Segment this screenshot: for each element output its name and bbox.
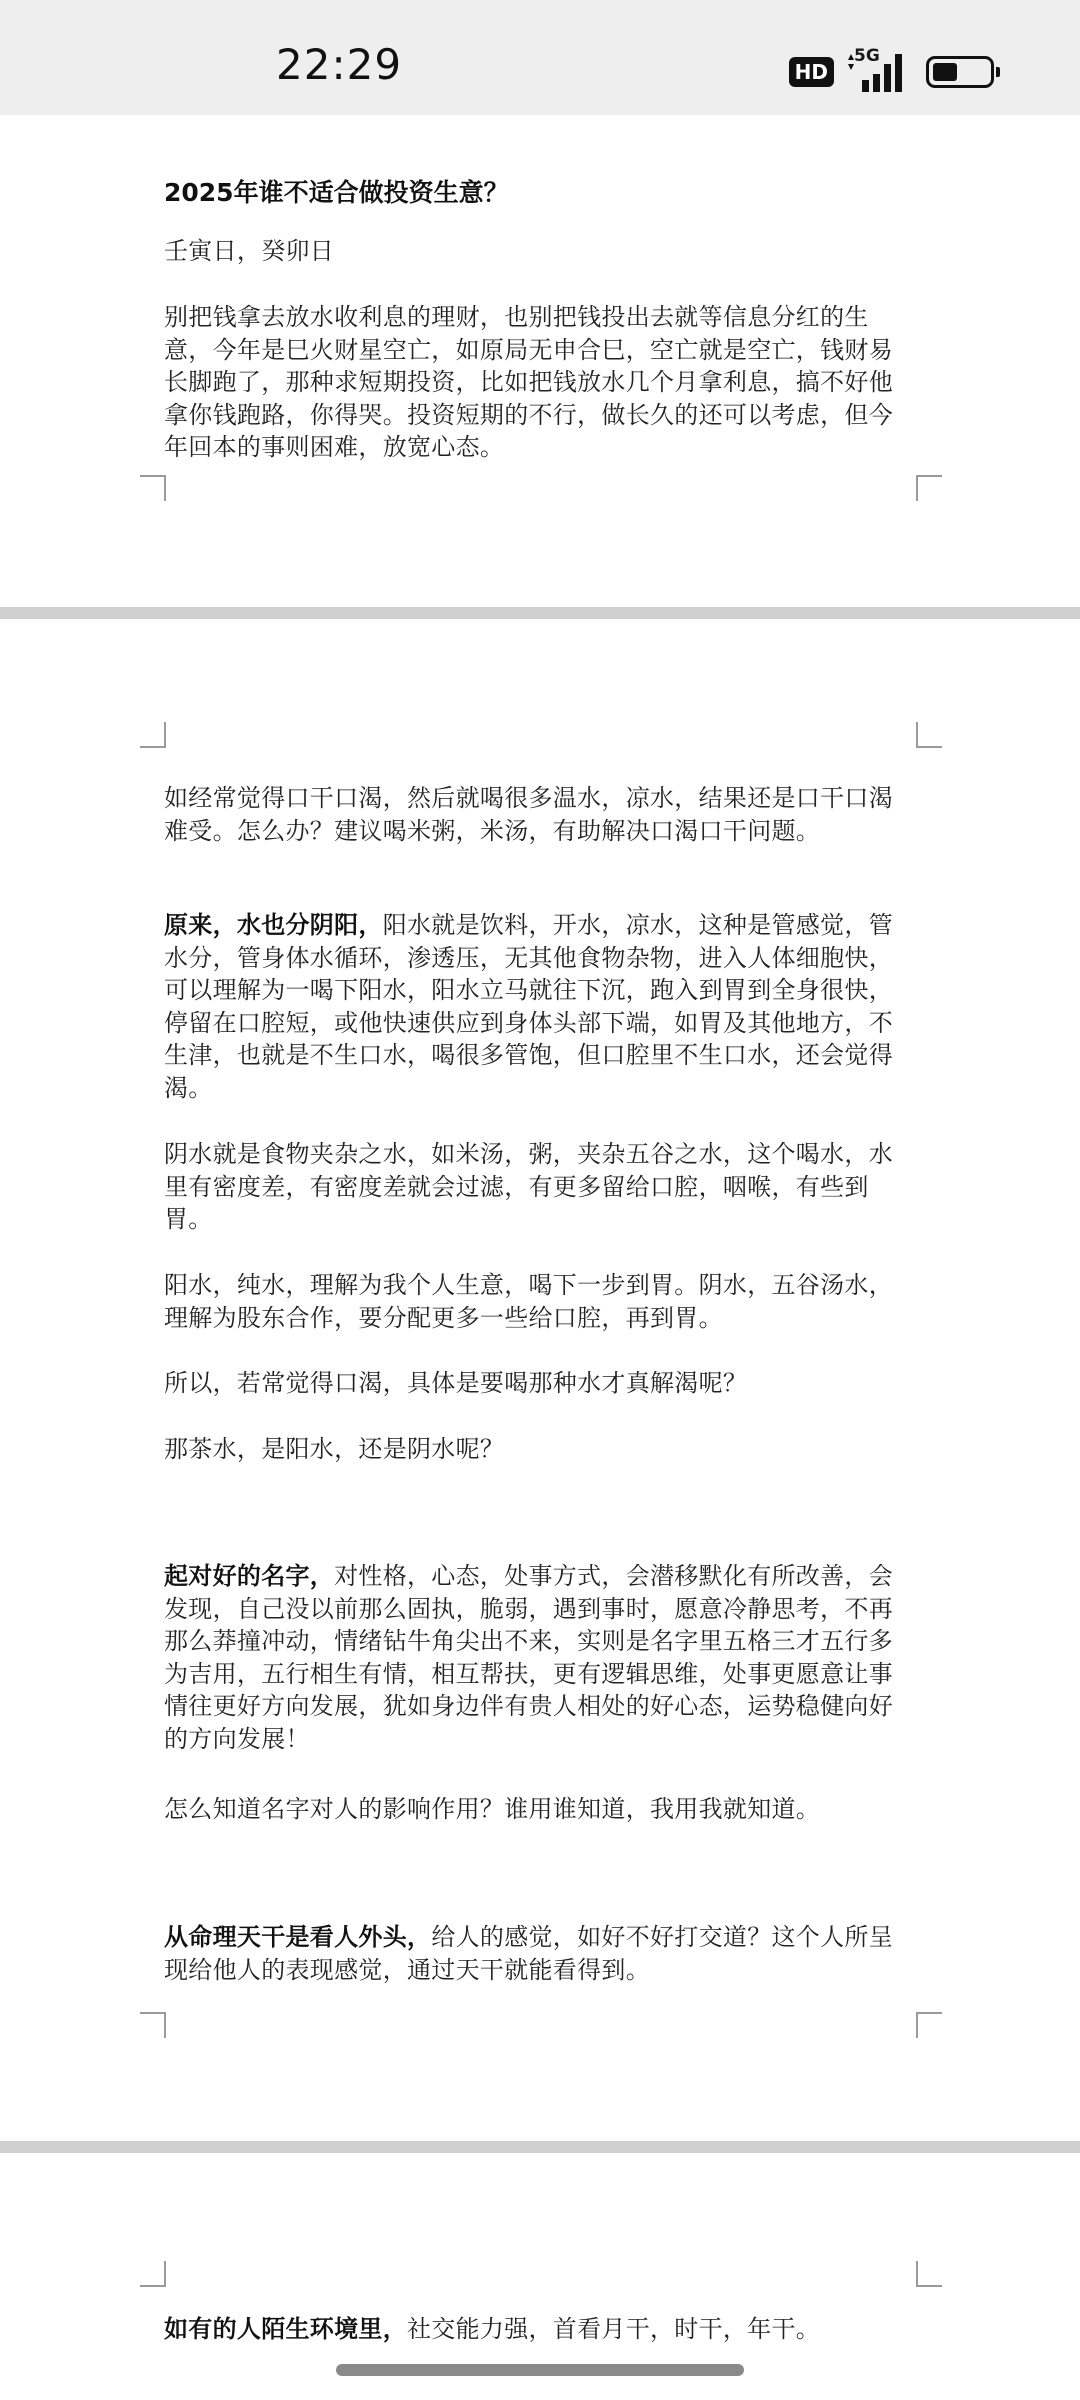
paragraph-body: 社交能力强，首看月干，时干，年干。	[407, 2315, 821, 2343]
paragraph-body: 阳水就是饮料，开水，凉水，这种是管感觉，管水分，管身体水循环，渗透压，无其他食物杂物，进入人体细胞快，可以理解为一喝下阳水，阳水立马就往下沉，跑入到胃到全身很快，停留在口腔短，或他快速供应到身体头部下端，如胃及其他地方，不生津，也就是不生口水，喝很多管饱，但口腔里不生口水，还会觉得渴。	[164, 911, 894, 1102]
home-indicator[interactable]	[336, 2364, 744, 2376]
paragraph: 那茶水，是阳水，还是阴水呢？	[164, 1435, 505, 1463]
battery-level	[933, 63, 957, 81]
hd-icon: HD	[789, 57, 834, 87]
document-page-1	[0, 115, 1080, 607]
page-divider	[0, 2141, 1080, 2153]
paragraph-body: 对性格，心态，处事方式，会潜移默化有所改善，会发现，自己没以前那么固执，脆弱，遇到事时，愿意冷静思考，不再那么莽撞冲动，情绪钻牛角尖出不来，实则是名字里五格三才五行多为吉用，五行相生有情，相互帮扶，更有逻辑思维，处事更愿意让事情往更好方向发展，犹如身边伴有贵人相处的好心态，运势稳健向好的方向发展！	[164, 1562, 894, 1753]
page-corner-mark	[140, 722, 166, 748]
battery-tip	[996, 67, 1000, 77]
paragraph-lead: 如有的人陌生环境里，	[164, 2315, 407, 2343]
page-corner-mark	[916, 475, 942, 501]
battery-icon	[926, 56, 994, 88]
paragraph	[164, 2313, 916, 2346]
paragraph-lead: 从命理天干是看人外头，	[164, 1923, 432, 1951]
paragraph-lead: 原来，水也分阴阳，	[164, 911, 383, 939]
page-corner-mark	[140, 2261, 166, 2287]
page-corner-mark	[140, 2012, 166, 2038]
page-corner-mark	[916, 2261, 942, 2287]
page-title: 2025年谁不适合做投资生意？	[164, 178, 509, 207]
paragraph: 所以，若常觉得口渴，具体是要喝那种水才真解渴呢？	[164, 1369, 748, 1397]
paragraph: 别把钱拿去放水收利息的理财，也别把钱投出去就等信息分红的生意，今年是巳火财星空亡，如原局无申合巳，空亡就是空亡，钱财易长脚跑了，那种求短期投资，比如把钱放水几个月拿利息，搞不好他拿你钱跑路，你得哭。投资短期的不行，做长久的还可以考虑，但今年回本的事则困难，放宽心态。	[164, 303, 893, 461]
paragraph-lead: 起对好的名字，	[164, 1562, 335, 1590]
paragraph: 阴水就是食物夹杂之水，如米汤，粥，夹杂五谷之水，这个喝水，水里有密度差，有密度差就会过滤，有更多留给口腔，咽喉，有些到胃。	[164, 1140, 893, 1233]
paragraph: 阳水，纯水，理解为我个人生意，喝下一步到胃。阴水，五谷汤水，理解为股东合作，要分配更多一些给口腔，再到胃。	[164, 1271, 893, 1332]
page-divider	[0, 607, 1080, 619]
document-page-3	[0, 2153, 1080, 2400]
paragraph: 如经常觉得口干口渴，然后就喝很多温水，凉水，结果还是口干口渴难受。怎么办？建议喝米粥，米汤，有助解决口渴口干问题。	[164, 784, 893, 845]
status-time: 22:29	[276, 40, 403, 89]
status-icons	[789, 46, 994, 94]
document-page-2	[0, 619, 1080, 2141]
date-line: 壬寅日，癸卯日	[164, 237, 335, 265]
paragraph: 怎么知道名字对人的影响作用？谁用谁知道，我用我就知道。	[164, 1795, 821, 1823]
signal-icon	[848, 46, 912, 94]
paragraph	[164, 909, 916, 1104]
paragraph	[164, 1921, 916, 1986]
page-corner-mark	[140, 475, 166, 501]
network-type-label: 5G	[854, 46, 880, 66]
page-corner-mark	[916, 722, 942, 748]
page-corner-mark	[916, 2012, 942, 2038]
paragraph	[164, 1560, 916, 1755]
paragraph-body: 给人的感觉，如好不好打交道？这个人所呈现给他人的表现感觉，通过天干就能看得到。	[164, 1923, 894, 1984]
status-bar	[0, 0, 1080, 115]
